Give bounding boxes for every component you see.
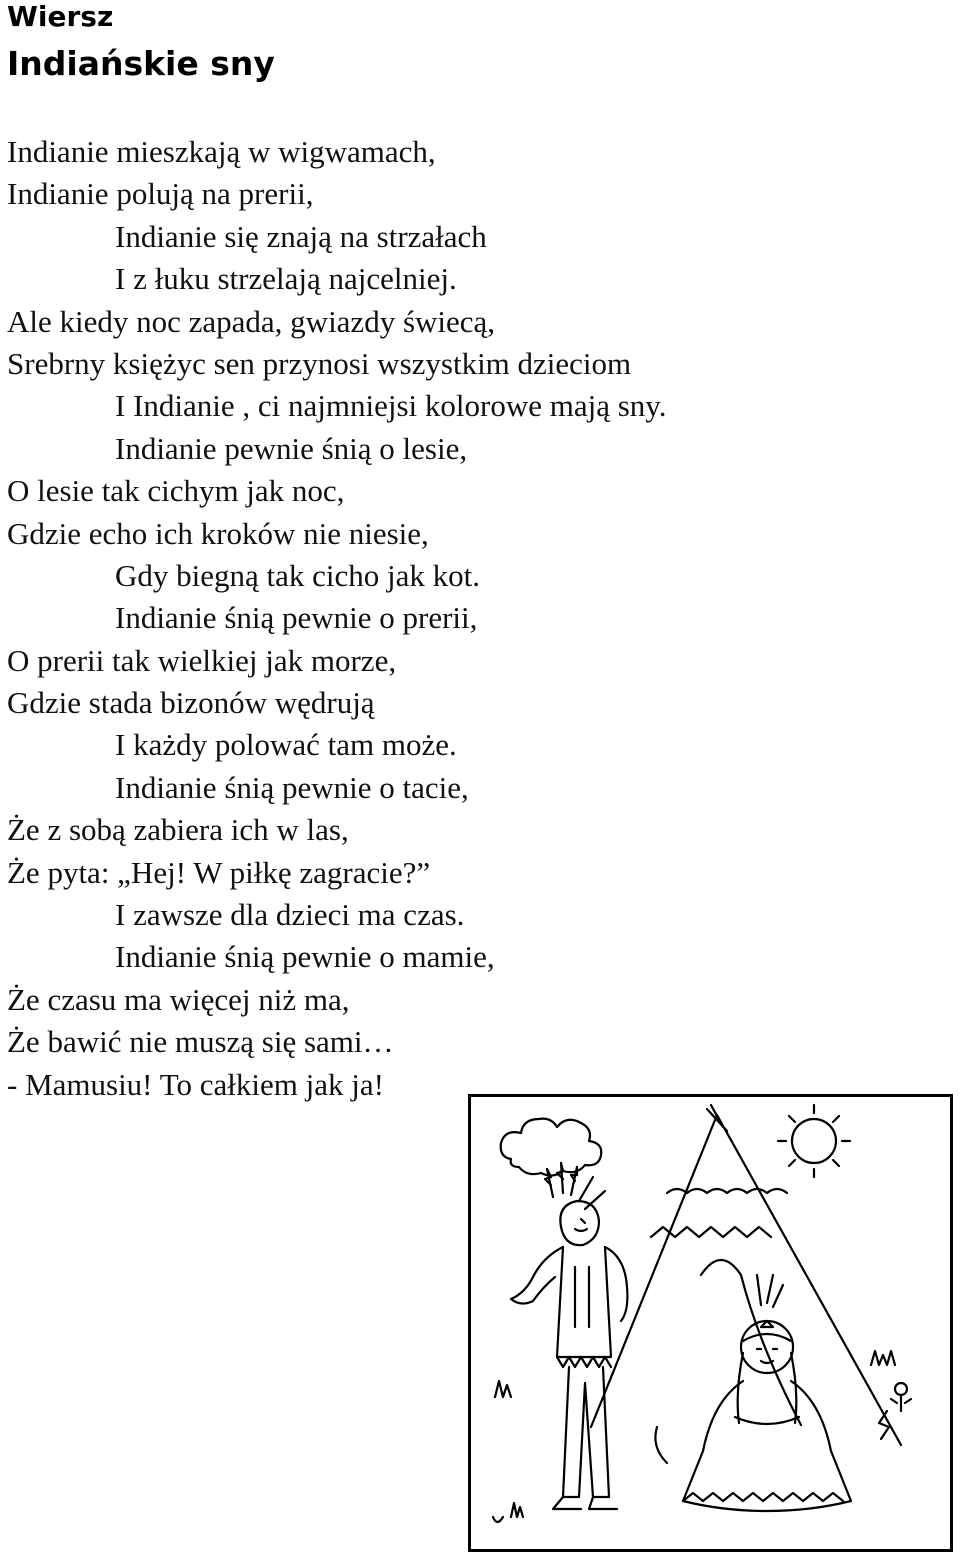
poem-line: I z łuku strzelają najcelniej. — [115, 261, 457, 297]
poem-line: Srebrny księżyc sen przynosi wszystkim dzieciom — [7, 345, 632, 381]
poem-line: Indianie pewnie śnią o lesie, — [115, 430, 468, 466]
flower-icon — [891, 1383, 911, 1411]
poem-line: Że pyta: „Hej! W piłkę zagracie?” — [7, 854, 431, 890]
poem-line: Indianie śnią pewnie o prerii, — [115, 600, 478, 636]
poem-line: Że bawić nie muszą się sami… — [7, 1024, 394, 1060]
document-label: Wiersz — [7, 0, 114, 33]
poem-line: I Indianie , ci najmniejsi kolorowe mają sny. — [115, 388, 667, 424]
sun-icon — [778, 1105, 850, 1177]
poem-line: - Mamusiu! To całkiem jak ja! — [7, 1066, 384, 1102]
poem-line: Indianie polują na prerii, — [7, 176, 314, 212]
poem-body — [7, 131, 947, 1106]
poem-line: I każdy polować tam może. — [115, 727, 457, 763]
poem-line: Gdy biegną tak cicho jak kot. — [115, 557, 481, 593]
cloud-icon — [501, 1119, 602, 1176]
grass-icon — [493, 1351, 895, 1522]
poem-line: O prerii tak wielkiej jak morze, — [7, 642, 397, 678]
poem-line: Że z sobą zabiera ich w las, — [7, 812, 349, 848]
poem-title: Indiańskie sny — [7, 44, 275, 83]
poem-line: Indianie się znają na strzałach — [115, 218, 487, 254]
teepee-icon — [591, 1105, 901, 1463]
poem-line: Gdzie stada bizonów wędrują — [7, 685, 375, 721]
poem-line: Ale kiedy noc zapada, gwiazdy świecą, — [7, 303, 496, 339]
poem-line: Gdzie echo ich kroków nie niesie, — [7, 515, 429, 551]
poem-line: I zawsze dla dzieci ma czas. — [115, 897, 465, 933]
poem-line: Że czasu ma więcej niż ma, — [7, 981, 350, 1017]
standing-indian-figure — [511, 1163, 627, 1509]
poem-line: Indianie śnią pewnie o mamie, — [115, 939, 495, 975]
poem-line: O lesie tak cichym jak noc, — [7, 473, 345, 509]
teepee-illustration — [468, 1094, 953, 1552]
poem-line: Indianie śnią pewnie o tacie, — [115, 769, 469, 805]
poem-line: Indianie mieszkają w wigwamach, — [7, 134, 436, 169]
